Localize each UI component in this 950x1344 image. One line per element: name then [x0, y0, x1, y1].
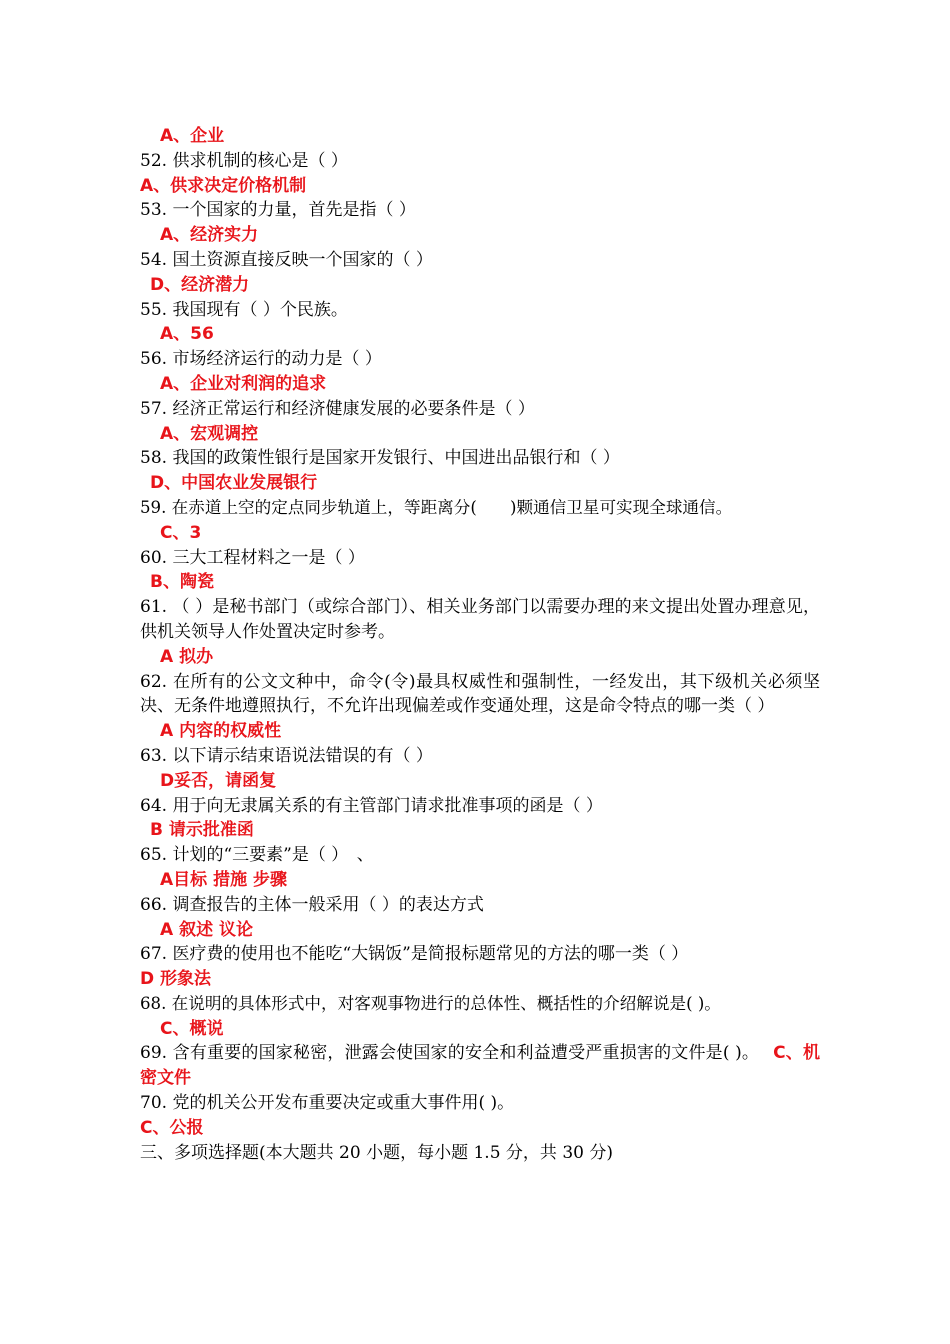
question-57: 57. 经济正常运行和经济健康发展的必要条件是（ ）: [140, 398, 535, 419]
answer-52: A、供求决定价格机制: [140, 175, 307, 196]
section-heading: 三、多项选择题(本大题共 20 小题，每小题 1.5 分，共 30 分): [140, 1142, 613, 1163]
question-60: 60. 三大工程材料之一是（ ）: [140, 547, 365, 568]
question-53: 53. 一个国家的力量，首先是指（ ）: [140, 200, 416, 221]
answer-70: C、公报: [140, 1117, 204, 1138]
answer-61: A 拟办: [160, 646, 214, 667]
answer-69: C、机密文件: [140, 1043, 820, 1089]
answer-60: B、陶瓷: [150, 572, 214, 593]
question-61: 61. （ ）是秘书部门（或综合部门）、相关业务部门以需要办理的来文提出处置办理意见，供机关领导人作处置决定时参考。: [140, 597, 820, 642]
answer-63: D妥否，请函复: [160, 770, 277, 791]
answer-58: D、中国农业发展银行: [150, 473, 318, 494]
question-63: 63. 以下请示结束语说法错误的有（ ）: [140, 745, 433, 766]
question-68: 68. 在说明的具体形式中，对客观事物进行的总体性、概括性的介绍解说是( )。: [140, 993, 721, 1013]
question-55: 55. 我国现有（ ）个民族。: [140, 299, 348, 320]
question-65: 65. 计划的“三要素”是（ ） 、: [140, 845, 374, 866]
question-list: [140, 124, 820, 1165]
question-69-text: 69. 含有重要的国家秘密，泄露会使国家的安全和利益遭受严重损害的文件是( )。: [140, 1043, 760, 1064]
answer-66: A 叙述 议论: [160, 919, 253, 940]
answer-59: C、3: [160, 522, 202, 543]
question-67: 67. 医疗费的使用也不能吃“大锅饭”是简报标题常见的方法的哪一类（ ）: [140, 944, 689, 965]
question-66: 66. 调查报告的主体一般采用（ ）的表达方式: [140, 894, 484, 915]
question-69: [140, 1041, 820, 1091]
question-58: 58. 我国的政策性银行是国家开发银行、中国进出品银行和（ ）: [140, 448, 620, 469]
answer-55: A、56: [160, 324, 214, 345]
question-70: 70. 党的机关公开发布重要决定或重大事件用( )。: [140, 1093, 515, 1114]
question-59: 59. 在赤道上空的定点同步轨道上，等距离分( )颗通信卫星可实现全球通信。: [140, 497, 733, 517]
question-62: 62. 在所有的公文文种中，命令(令)最具权威性和强制性，一经发出，其下级机关必须坚决、无条件地遵照执行，不允许出现偏差或作变通处理，这是命令特点的哪一类（ ）: [140, 671, 820, 717]
answer-62: A 内容的权威性: [160, 721, 282, 742]
answer-53: A、经济实力: [160, 225, 259, 246]
question-52: 52. 供求机制的核心是（ ）: [140, 150, 348, 171]
answer-56: A、企业对利润的追求: [160, 373, 327, 394]
answer-54: D、经济潜力: [150, 274, 250, 295]
answer-65: A目标 措施 步骤: [160, 869, 287, 890]
answer-67: D 形象法: [140, 969, 212, 990]
question-54: 54. 国土资源直接反映一个国家的（ ）: [140, 249, 433, 270]
answer-68: C、概说: [160, 1018, 224, 1039]
question-64: 64. 用于向无隶属关系的有主管部门请求批准事项的函是（ ）: [140, 795, 603, 816]
question-56: 56. 市场经济运行的动力是（ ）: [140, 349, 382, 370]
answer-57: A、宏观调控: [160, 423, 259, 444]
answer-64: B 请示批准函: [150, 820, 254, 841]
answer-51: A、企业: [160, 126, 225, 146]
